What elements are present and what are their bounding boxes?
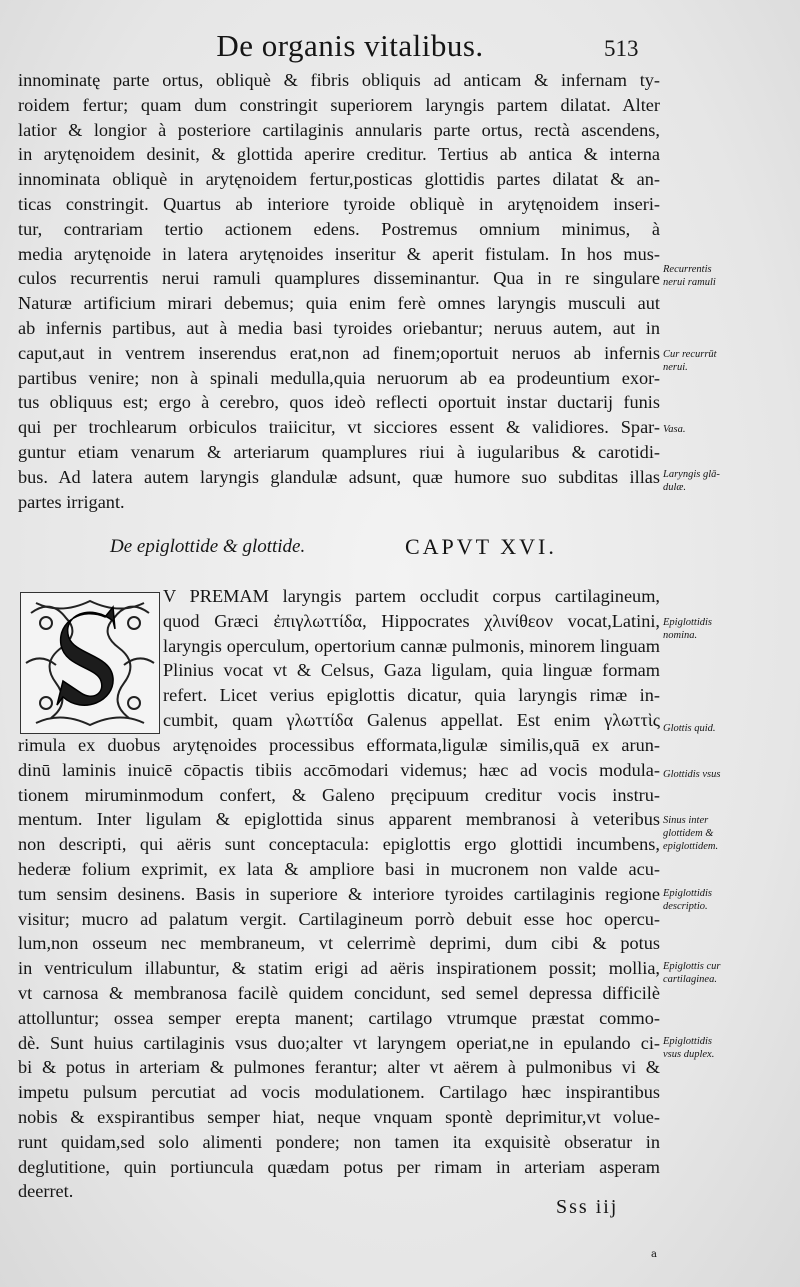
margin-note-line: Epiglottidis — [663, 888, 713, 899]
margin-note — [663, 722, 793, 735]
margin-note-line: glottidem & — [663, 828, 714, 839]
text-line: guntur etiam venarum & arteriarum quamplures riui à iugularibus & carotidi- — [18, 441, 660, 462]
margin-note — [663, 423, 793, 436]
margin-note-line: Vasa. — [663, 424, 686, 435]
margin-note — [663, 768, 793, 781]
text-line: innominata obliquè in arytęnoidem fertur,posticas glottidis partes dilatat & an- — [18, 169, 660, 190]
paragraph-1 — [18, 68, 660, 514]
text-line: attolluntur; ossea semper erepta manent; cartilago vtrumque præstat commo- — [18, 1007, 660, 1028]
signature-mark: Sss iij — [556, 1196, 619, 1218]
chapter-heading: CAPVT XVI. — [405, 534, 557, 559]
text-line: vt carnosa & membranosa facilè quidem concidunt, sed semel depressa difficilè — [18, 982, 660, 1003]
margin-note — [663, 263, 793, 289]
margin-note-line: descriptio. — [663, 901, 708, 912]
paragraph-2-opening — [163, 584, 660, 733]
text-line: innominatę parte ortus, obliquè & fibris obliquis ad anticam & infernam ty- — [18, 70, 660, 90]
text-line: lum,non osseum nec membraneum, vt celerrimè deprimi, dum cibi & potus — [18, 933, 660, 954]
running-title: De organis vitalibus. — [216, 28, 484, 63]
text-line: tionem miruminmodum confert, & Galeno pręcipuum creditur vocis instru- — [18, 784, 660, 805]
text-line: bi & potus in arteriam & pulmones ferantur; alter vt aërem à pulmonibus vi & — [18, 1057, 660, 1078]
text-line: partibus venire; non à spinali medulla,quia neruorum ab ea prodeuntium exor- — [18, 367, 660, 388]
text-line: in ventriculum illabuntur, & statim erigi ad aëris inspirationem possit; mollia, — [18, 958, 660, 979]
text-line: caput,aut in ventrem inserendus erat,non ad finem;oportuit neruos ab infernis — [18, 342, 660, 363]
margin-note-line: Sinus inter — [663, 815, 709, 826]
text-line: hederæ folium exprimit, ex lata & ampliore basi in mucronem non valde acu- — [18, 858, 660, 879]
margin-note-line: Cur recurrūt — [663, 349, 717, 360]
margin-note-line: dulæ. — [663, 482, 687, 493]
text-line: tur, contrariam tertio actionem edens. Postremus omnium minimus, à — [18, 218, 660, 239]
text-line: roidem fertur; quam dum constringit superiorem laryngis partem dilatat. Alter — [18, 94, 660, 115]
text-line: latior & longior à posteriore cartilaginis annularis parte ortus, rectà ascendens, — [18, 119, 660, 140]
margin-note-line: Laryngis glā- — [663, 469, 720, 480]
text-line: in arytęnoidem desinit, & glottida aperire creditur. Tertius ab antica & interna — [18, 144, 660, 165]
text-line: impetu pulsum percutiat ad vocis modulationem. Cartilago hæc inspirantibus — [18, 1082, 660, 1103]
text-line: mentum. Inter ligulam & epiglottida sinus apparent membranosi à veteribus — [18, 809, 660, 830]
text-line: bus. Ad latera autem laryngis glandulæ adsunt, quæ humore suo subditas illas — [18, 466, 660, 487]
text-line: runt quidam,sed solo alimenti pondere; non tamen ita exquisitè obseratur in — [18, 1131, 660, 1152]
margin-note — [663, 468, 793, 494]
text-line: nobis & exspirantibus semper hiat, neque vnquam spontè deprimitur,vt volue- — [18, 1106, 660, 1127]
margin-note — [663, 960, 793, 986]
text-line: tus obliquus est; ergo à cerebro, quos ideò reflecti oportuit instar ductarij funis — [18, 392, 660, 413]
text-line: dinū laminis inuicē cōpactis tibiis accōmodari videmus; hæc ad vocis modula- — [18, 759, 660, 780]
text-line: qui per trochlearum orbiculos traiicitur, vt sicciores essent & validiores. Spar- — [18, 417, 660, 438]
margin-note-line: Recurrentis — [663, 264, 712, 275]
text-line: Plinius vocat vt & Celsus, Gaza ligulam, quia linguæ formam — [163, 660, 660, 681]
text-line: cumbit, quam γλωττίδα Galenus appellat. Est enim γλωττὶς — [163, 709, 660, 730]
margin-note — [663, 814, 793, 853]
text-line: ab infernis partibus, aut à media basi tyroides oriebantur; neruus autem, aut in — [18, 317, 660, 338]
margin-note — [663, 348, 793, 374]
margin-note-line: Glottidis vsus — [663, 769, 721, 780]
text-line: tum sensim desinens. Basis in superiore & interiore tyroides cartilaginis regione — [18, 883, 660, 904]
text-line: V PREMAM laryngis partem occludit corpus cartilagineum, — [163, 586, 660, 606]
paragraph-2 — [18, 733, 660, 1204]
text-line: deerret. — [18, 1181, 74, 1202]
margin-note-line: Epiglottidis — [663, 1036, 713, 1047]
section-title: De epiglottide & glottide. — [110, 536, 306, 557]
text-line: laryngis operculum, opertorium cannæ pulmonis, minorem linguam — [163, 635, 660, 656]
margin-note-line: nerui ramuli — [663, 277, 716, 288]
text-line: culos recurrentis nerui ramuli quamplures disseminantur. Qua in re singulare — [18, 268, 660, 289]
decorated-initial-s — [20, 592, 160, 734]
margin-note — [663, 616, 793, 642]
text-line: refert. Licet verius epiglottis dicatur, quia laryngis rimæ in- — [163, 685, 660, 706]
text-line: quod Græci ἐπιγλωττίδα, Hippocrates χλινίθεον vocat,Latini, — [163, 610, 660, 631]
margin-note-line: Epiglottidis — [663, 617, 713, 628]
margin-note-line: vsus duplex. — [663, 1049, 715, 1060]
margin-note-line: Epiglottis cur — [663, 961, 721, 972]
margin-note-line: epiglottidem. — [663, 841, 719, 852]
margin-note — [663, 887, 793, 913]
text-line: rimula ex duobus arytęnoides processibus efformata,ligulæ similis,quā ex arun- — [18, 735, 660, 755]
margin-note — [663, 1035, 793, 1061]
margin-note-line: nerui. — [663, 362, 688, 373]
text-line: deglutitione, quin portiuncula quædam potus per rimam in arteriam asperam — [18, 1156, 660, 1177]
printer-mark: a — [651, 1249, 657, 1260]
margin-note-line: nomina. — [663, 630, 698, 641]
text-line: visitur; mucro ad palatum vergit. Cartilagineum porrò debuit esse hoc opercu- — [18, 908, 660, 929]
text-line: media arytęnoide in latera arytęnoides inseritur & aperit fistulam. In hos mus- — [18, 243, 660, 264]
text-line: dè. Sunt huius cartilaginis vsus duo;alter vt laryngem operiat,ne in epulando ci- — [18, 1032, 660, 1053]
margin-note-line: cartilaginea. — [663, 974, 717, 985]
ornament-initial-icon — [21, 593, 159, 733]
text-line: partes irrigant. — [18, 491, 125, 512]
text-line: Naturæ artificium mirari debemus; quia enim ferè omnes laryngis musculi aut — [18, 293, 660, 314]
page-number: 513 — [604, 36, 639, 61]
text-line: non descripti, qui aëris sunt conceptacula: epiglottis ergo glottidi incumbens, — [18, 834, 660, 855]
margin-note-line: Glottis quid. — [663, 723, 716, 734]
text-line: ticas constringit. Quartus ab interiore tyroide obliquè in arytęnoidem inseri- — [18, 193, 660, 214]
